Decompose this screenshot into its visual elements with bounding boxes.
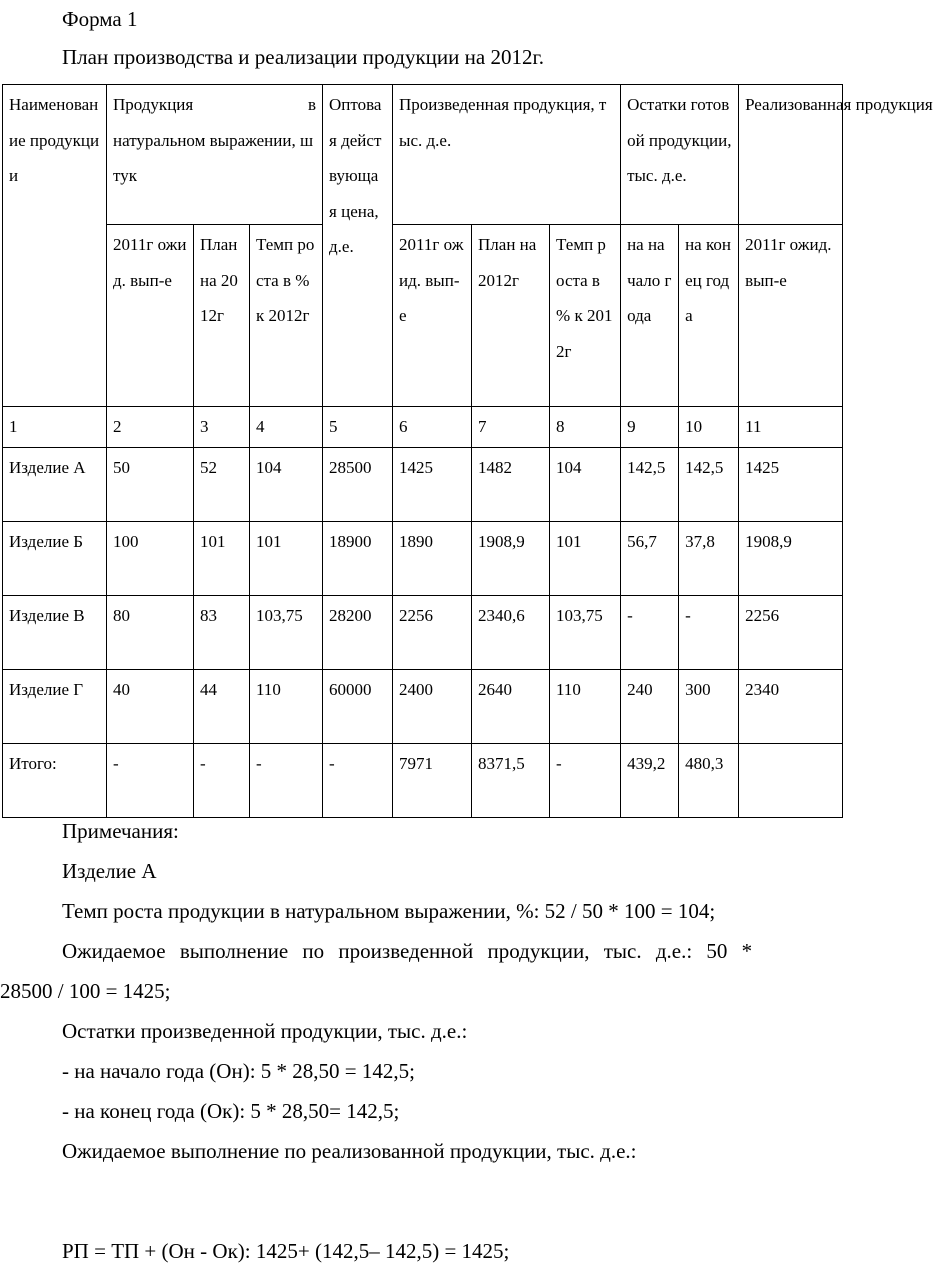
notes-line: - на конец года (Ок): 5 * 28,50= 142,5;	[62, 1099, 400, 1123]
table-cell: 44	[194, 669, 250, 743]
table-cell: 103,75	[250, 595, 323, 669]
table-cell: 50	[107, 447, 194, 521]
table-cell: 1890	[393, 521, 472, 595]
table-cell: 52	[194, 447, 250, 521]
table-cell: 7971	[393, 743, 472, 817]
notes-line: Ожидаемое выполнение по реализованной продукции, тыс. д.е.:	[62, 1139, 637, 1163]
header-rem-start: на начало года	[621, 225, 679, 407]
table-cell	[739, 743, 843, 817]
table-cell: -	[550, 743, 621, 817]
table-cell: 2640	[472, 669, 550, 743]
header-nat-2011: 2011г ожид. вып-е	[107, 225, 194, 407]
table-cell: -	[107, 743, 194, 817]
header-sold: Реализованная продукция	[739, 85, 843, 225]
col-number: 9	[621, 407, 679, 448]
notes-heading: Примечания:	[62, 819, 179, 843]
notes-line: 28500 / 100 = 1425;	[0, 979, 171, 1003]
table-cell: 480,3	[679, 743, 739, 817]
table-row	[3, 669, 843, 743]
header-row-2	[3, 225, 843, 407]
col-number: 7	[472, 407, 550, 448]
header-remains: Остатки готовой продукции, тыс. д.е.	[621, 85, 739, 225]
header-rem-end: на конец года	[679, 225, 739, 407]
table-cell: 101	[250, 521, 323, 595]
table-cell: 1425	[739, 447, 843, 521]
header-nat-rate: Темп роста в % к 2012г	[250, 225, 323, 407]
table-cell: 2256	[393, 595, 472, 669]
notes-line: Темп роста продукции в натуральном выражении, %: 52 / 50 * 100 = 104;	[62, 899, 716, 923]
table-cell: 56,7	[621, 521, 679, 595]
notes-line: - на начало года (Он): 5 * 28,50 = 142,5;	[62, 1059, 415, 1083]
table-cell: Изделие Б	[3, 521, 107, 595]
table-cell: 104	[250, 447, 323, 521]
table-cell: Итого:	[3, 743, 107, 817]
table-cell: -	[621, 595, 679, 669]
col-number: 3	[194, 407, 250, 448]
header-prod-plan: План на 2012г	[472, 225, 550, 407]
header-price: Оптовая действующая цена, д.е.	[323, 85, 393, 407]
table-cell: 1425	[393, 447, 472, 521]
table-cell: 1482	[472, 447, 550, 521]
col-number: 4	[250, 407, 323, 448]
table-cell: 240	[621, 669, 679, 743]
table-cell: -	[323, 743, 393, 817]
table-cell: 8371,5	[472, 743, 550, 817]
header-produced: Произведенная продукция, тыс. д.е.	[393, 85, 621, 225]
form-label: Форма 1	[62, 7, 138, 31]
col-number: 11	[739, 407, 843, 448]
table-cell: Изделие А	[3, 447, 107, 521]
table-cell: 2340	[739, 669, 843, 743]
header-natural: Продукция в натуральном выражении, штук	[107, 85, 323, 225]
table-cell: 18900	[323, 521, 393, 595]
table-cell: 83	[194, 595, 250, 669]
table-cell: 100	[107, 521, 194, 595]
header-row-1	[3, 85, 843, 225]
table-cell: -	[679, 595, 739, 669]
table-cell: 37,8	[679, 521, 739, 595]
formula-line: РП = ТП + (Он - Ок): 1425+ (142,5– 142,5) = 1425;	[62, 1239, 510, 1263]
table-cell: 110	[550, 669, 621, 743]
table-cell: 60000	[323, 669, 393, 743]
table-cell: 300	[679, 669, 739, 743]
table-row	[3, 521, 843, 595]
header-prod-2011: 2011г ожид. вып-е	[393, 225, 472, 407]
notes-item: Изделие А	[62, 859, 157, 883]
table-cell: 40	[107, 669, 194, 743]
table-cell: 2340,6	[472, 595, 550, 669]
notes-line: Остатки произведенной продукции, тыс. д.е.:	[62, 1019, 468, 1043]
table-cell: 142,5	[679, 447, 739, 521]
table-cell: 439,2	[621, 743, 679, 817]
table-row	[3, 595, 843, 669]
header-nat-plan: План на 2012г	[194, 225, 250, 407]
header-sold-2011: 2011г ожид. вып-е	[739, 225, 843, 407]
table-cell: 142,5	[621, 447, 679, 521]
production-plan-table	[2, 84, 933, 818]
table-cell: 28200	[323, 595, 393, 669]
col-number: 2	[107, 407, 194, 448]
col-number: 1	[3, 407, 107, 448]
total-row	[3, 743, 843, 817]
col-number: 5	[323, 407, 393, 448]
table-cell: Изделие Г	[3, 669, 107, 743]
column-number-row	[3, 407, 843, 448]
header-name: Наименование продукции	[3, 85, 107, 407]
table-cell: Изделие В	[3, 595, 107, 669]
notes-line: Ожидаемое выполнение по произведенной продукции, тыс. д.е.: 50 *	[62, 939, 753, 963]
table-cell: 110	[250, 669, 323, 743]
table-cell: 101	[194, 521, 250, 595]
table-cell: 2256	[739, 595, 843, 669]
table-cell: 2400	[393, 669, 472, 743]
table-cell: 101	[550, 521, 621, 595]
table-cell: 1908,9	[472, 521, 550, 595]
table-cell: -	[250, 743, 323, 817]
table-row	[3, 447, 843, 521]
document-title: План производства и реализации продукции на 2012г.	[62, 45, 544, 69]
table-cell: 104	[550, 447, 621, 521]
header-prod-rate: Темп роста в % к 2012г	[550, 225, 621, 407]
col-number: 8	[550, 407, 621, 448]
col-number: 10	[679, 407, 739, 448]
table-cell: 80	[107, 595, 194, 669]
table-cell: 1908,9	[739, 521, 843, 595]
table-cell: 28500	[323, 447, 393, 521]
col-number: 6	[393, 407, 472, 448]
table-cell: -	[194, 743, 250, 817]
table-cell: 103,75	[550, 595, 621, 669]
